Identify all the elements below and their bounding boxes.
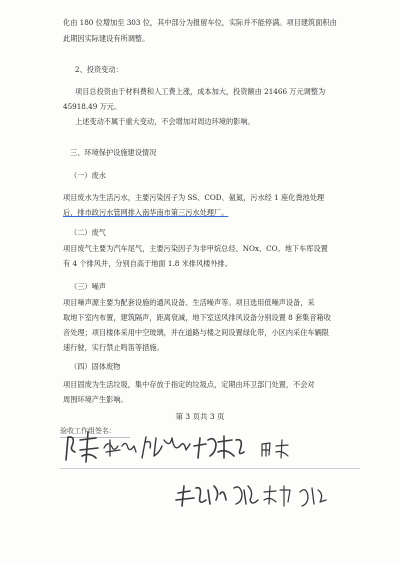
text-line: 周围环境产生影响。 bbox=[63, 395, 128, 404]
signature-3 bbox=[142, 437, 190, 458]
subsection-heading: （三）噪声 bbox=[70, 282, 106, 291]
text-line: 项目噪声源主要为配套设施的通风设备、生活噪声等。项目选用低噪声设备，采 bbox=[63, 298, 315, 307]
signature-label: 验收工作组签名： bbox=[60, 426, 130, 438]
subsection-heading: （一）废水 bbox=[70, 171, 106, 180]
signature-4 bbox=[194, 436, 244, 458]
signature-2 bbox=[104, 440, 136, 456]
text-line: 有 4 个排风井，分别自高于地面 1.8 米排风楼外排。 bbox=[63, 259, 232, 268]
text-line: 取地下室内布置，建筑隔声，距离衰减，地下室送风排风设备分别设置 8 套集音箱收 bbox=[63, 313, 331, 322]
signature-7 bbox=[234, 486, 258, 504]
section-heading: 2、投资变动： bbox=[75, 65, 123, 74]
page-number: 第 3 页共 3 页 bbox=[175, 412, 225, 421]
text-line: 45918.49 万元。 bbox=[63, 102, 122, 111]
signature-9 bbox=[300, 488, 326, 506]
signature-6 bbox=[176, 486, 226, 506]
signature-1 bbox=[66, 432, 98, 462]
signature-5 bbox=[262, 440, 288, 458]
text-line: 项目总投资由于材料费和人工费上涨，成本加大，投资额由 21466 万元调整为 bbox=[75, 87, 326, 96]
subsection-heading: （四）固体废物 bbox=[70, 362, 121, 371]
text-line: 化由 180 位增加至 303 位，其中部分为报留车位，实际并不能停满。项目建筑面积由 bbox=[63, 18, 337, 27]
text-line: 音处理；项目楼体采用中空玻璃，并在道路与楼之间设置绿化带，小区内采住车辆限 bbox=[63, 328, 329, 337]
signature-8 bbox=[264, 486, 290, 506]
text-line: 速行驶，实行禁止鸣笛等措施。 bbox=[63, 343, 164, 352]
text-line: 项目废水为生活污水，主要污染因子为 SS、COD、氨氮，污水经 1 座化粪池处理 bbox=[63, 193, 325, 202]
text-line: 项目废气主要为汽车尾气，主要污染因子为非甲烷总烃、NOx、CO。地下车库设置 bbox=[63, 244, 328, 253]
text-line: 上述变动不属于重大变动，不会增加对周边环境的影响。 bbox=[75, 117, 255, 126]
text-line: 项目固废为生活垃圾，集中存放于指定的垃圾点，定期由环卫部门处置，不会对 bbox=[63, 380, 315, 389]
text-line: 此期因实际建设有所调整。 bbox=[63, 34, 150, 43]
subsection-heading: （二）废气 bbox=[70, 228, 106, 237]
text-line: 后，排市政污水管网排入南华南市第三污水处理厂。 bbox=[63, 208, 229, 217]
section-heading: 三、环境保护设施建设情况 bbox=[70, 148, 157, 157]
